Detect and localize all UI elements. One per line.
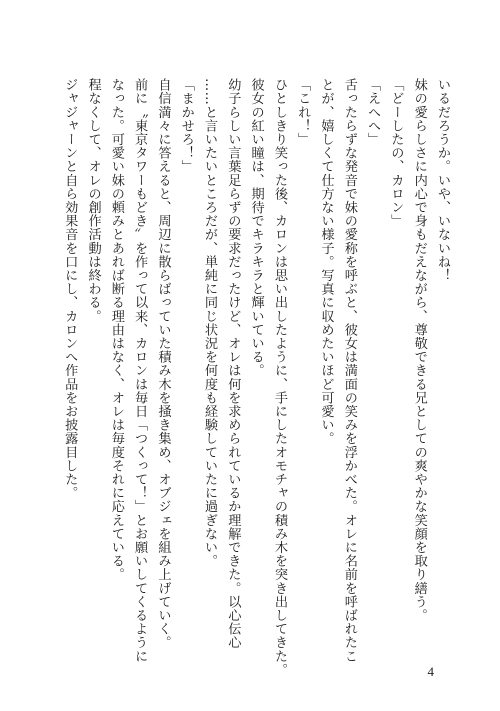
text-line: 幼子らしい言葉足らずの要求だったけど、オレは何を求められているか理解できた。以心伝心 [225, 78, 241, 650]
text-line: とが、嬉しくて仕方ない様子。写真に収めたいほど可愛い。 [318, 78, 334, 446]
text-line: 程なくして、オレの創作活動は終わる。 [85, 78, 101, 323]
text-line: なった。可愛い妹の頼みとあれば断る理由はなく、オレは毎度それに応えている。 [108, 78, 124, 582]
page-number: 4 [427, 664, 434, 679]
text-line: 前に〝東京タワーもどき〟を作って以来、カロンは毎日「つくって！」とお願いしてくるように [132, 78, 148, 663]
text-line: いるだろうか。いや、いないね！ [435, 78, 450, 282]
text-line: 「どーしたの、カロン」 [388, 78, 404, 228]
body-text [58, 78, 454, 677]
text-line: ジャジャーンと自ら効果音を口にし、カロンへ作品をお披露目した。 [62, 78, 78, 500]
text-line: 「これ！」 [295, 78, 311, 146]
text-line: 自信満々に答えると、周辺に散らばっていた積み木を掻き集め、オブジェを組み上げていく。 [155, 78, 171, 650]
text-line: 妹の愛らしさに内心で身もだえながら、尊敬できる兄としての爽やかな笑顔を取り繕う。 [411, 78, 427, 622]
text-line: 「えへへ」 [365, 78, 381, 146]
text-line: 舌ったらずな発音で妹の愛称を呼ぶと、彼女は満面の笑みを浮かべた。オレに名前を呼ばれたこ [341, 78, 357, 663]
text-line: 「まかせろ！」 [178, 78, 194, 174]
text-line: 彼女の紅い瞳は、期待でキラキラと輝いている。 [248, 78, 264, 378]
text-line: ひとしきり笑った後、カロンは思い出したように、手にしたオモチャの積み木を突き出してきた。 [271, 78, 287, 677]
text-line: ……と言いたいところだが、単純に同じ状況を何度も経験していたに過ぎない。 [202, 78, 218, 568]
